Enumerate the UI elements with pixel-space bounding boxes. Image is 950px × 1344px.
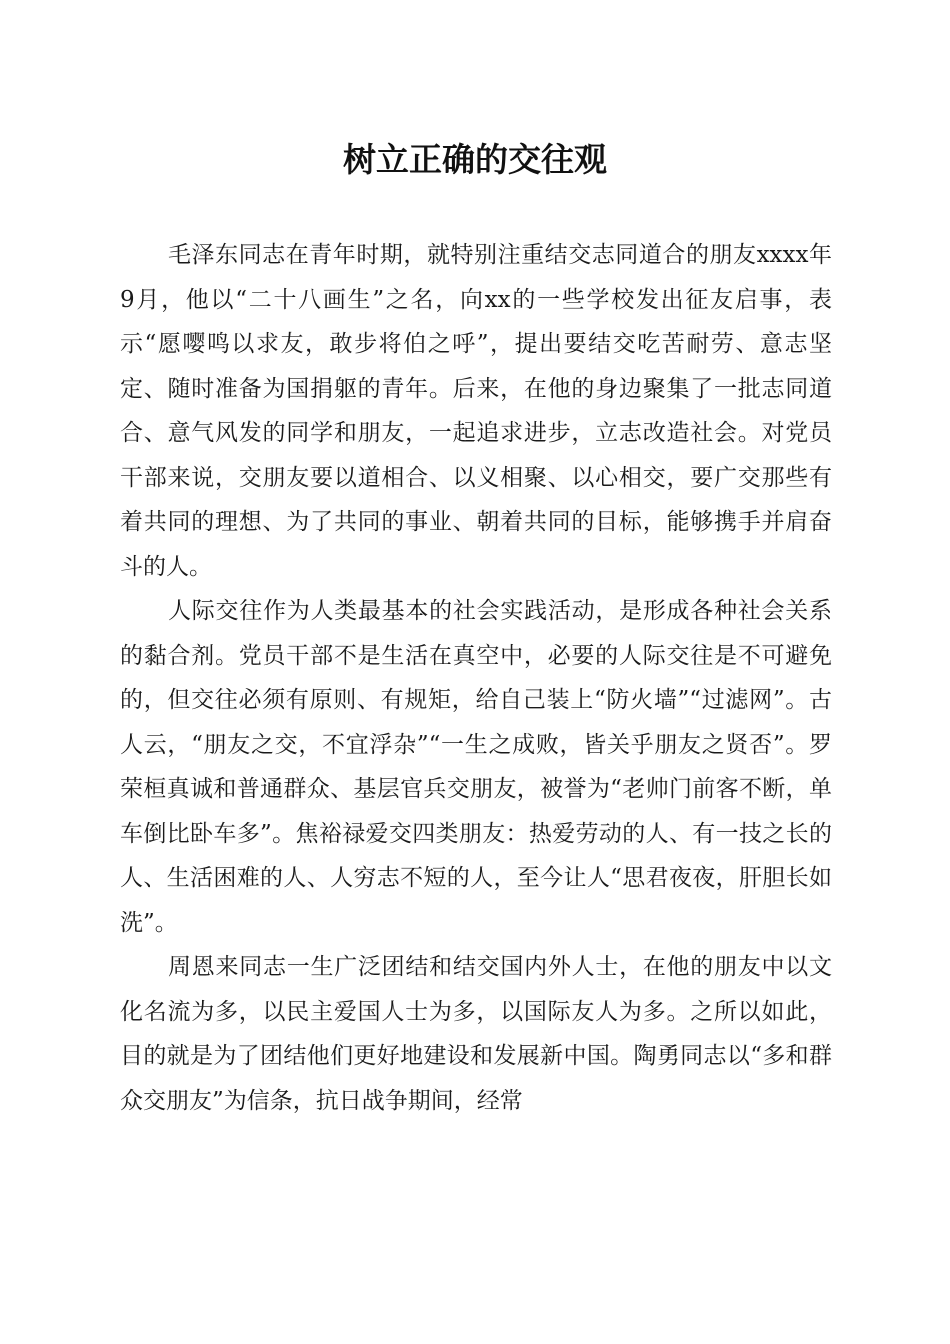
document-title: 树立正确的交往观 (343, 140, 607, 179)
paragraph-2: 人际交往作为人类最基本的社会实践活动，是形成各种社会关系的黏合剂。党员干部不是生活在真空中，必要的人际交往是不可避免的，但交往必须有原则、有规矩，给自己装上“防火墙”“过滤网”。古人云，“朋友之交，不宜浮杂”“一生之成败，皆关乎朋友之贤否”。罗荣桓真诚和普通群众、基层官兵交朋友，被誉为“老帅门前客不断，单车倒比卧车多”。焦裕禄爱交四类朋友：热爱劳动的人、有一技之长的人、生活困难的人、人穷志不短的人，至今让人“思君夜夜，肝胆长如洗”。 (120, 598, 832, 936)
paragraph-3: 周恩来同志一生广泛团结和结交国内外人士，在他的朋友中以文化名流为多，以民主爱国人士为多，以国际友人为多。之所以如此，目的就是为了团结他们更好地建设和发展新中国。陶勇同志以“多和群众交朋友”为信条，抗日战争期间，经常 (120, 954, 832, 1114)
paragraph-1: 毛泽东同志在青年时期，就特别注重结交志同道合的朋友xxxx年9月，他以“二十八画生”之名，向xx的一些学校发出征友启事，表示“愿嘤鸣以求友，敢步将伯之呼”，提出要结交吃苦耐劳、意志坚定、随时准备为国捐躯的青年。后来，在他的身边聚集了一批志同道合、意气风发的同学和朋友，一起追求进步，立志改造社会。对党员干部来说，交朋友要以道相合、以义相聚、以心相交，要广交那些有着共同的理想、为了共同的事业、朝着共同的目标，能够携手并肩奋斗的人。 (120, 242, 832, 580)
document-body (120, 233, 832, 1123)
